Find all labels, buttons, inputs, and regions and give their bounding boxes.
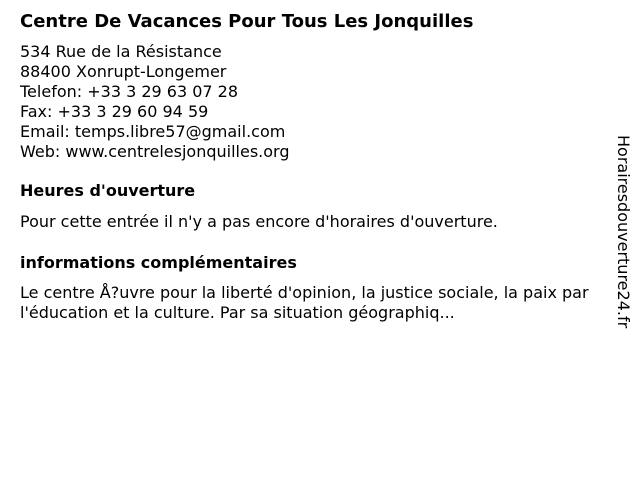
listing-title: Centre De Vacances Pour Tous Les Jonquilles xyxy=(20,11,474,32)
website-address: Web: www.centrelesjonquilles.org xyxy=(20,142,290,161)
address-block xyxy=(20,42,595,162)
additional-info-heading: informations complémentaires xyxy=(20,253,297,272)
listing-card xyxy=(20,10,595,323)
fax-number: Fax: +33 3 29 60 94 59 xyxy=(20,102,209,121)
email-address: Email: temps.libre57@gmail.com xyxy=(20,122,286,141)
address-city: 88400 Xonrupt-Longemer xyxy=(20,62,227,81)
phone-number: Telefon: +33 3 29 63 07 28 xyxy=(20,82,239,101)
opening-hours-heading: Heures d'ouverture xyxy=(20,181,196,200)
opening-hours-text: Pour cette entrée il n'y a pas encore d'horaires d'ouverture. xyxy=(20,212,498,231)
address-street: 534 Rue de la Résistance xyxy=(20,42,222,61)
additional-info-text: Le centre Å?uvre pour la liberté d'opinion, la justice sociale, la paix par l'éducation et la culture. Par sa situation géographiq... xyxy=(20,283,589,322)
site-brand-label: Horairesdouverture24.fr xyxy=(614,135,633,329)
